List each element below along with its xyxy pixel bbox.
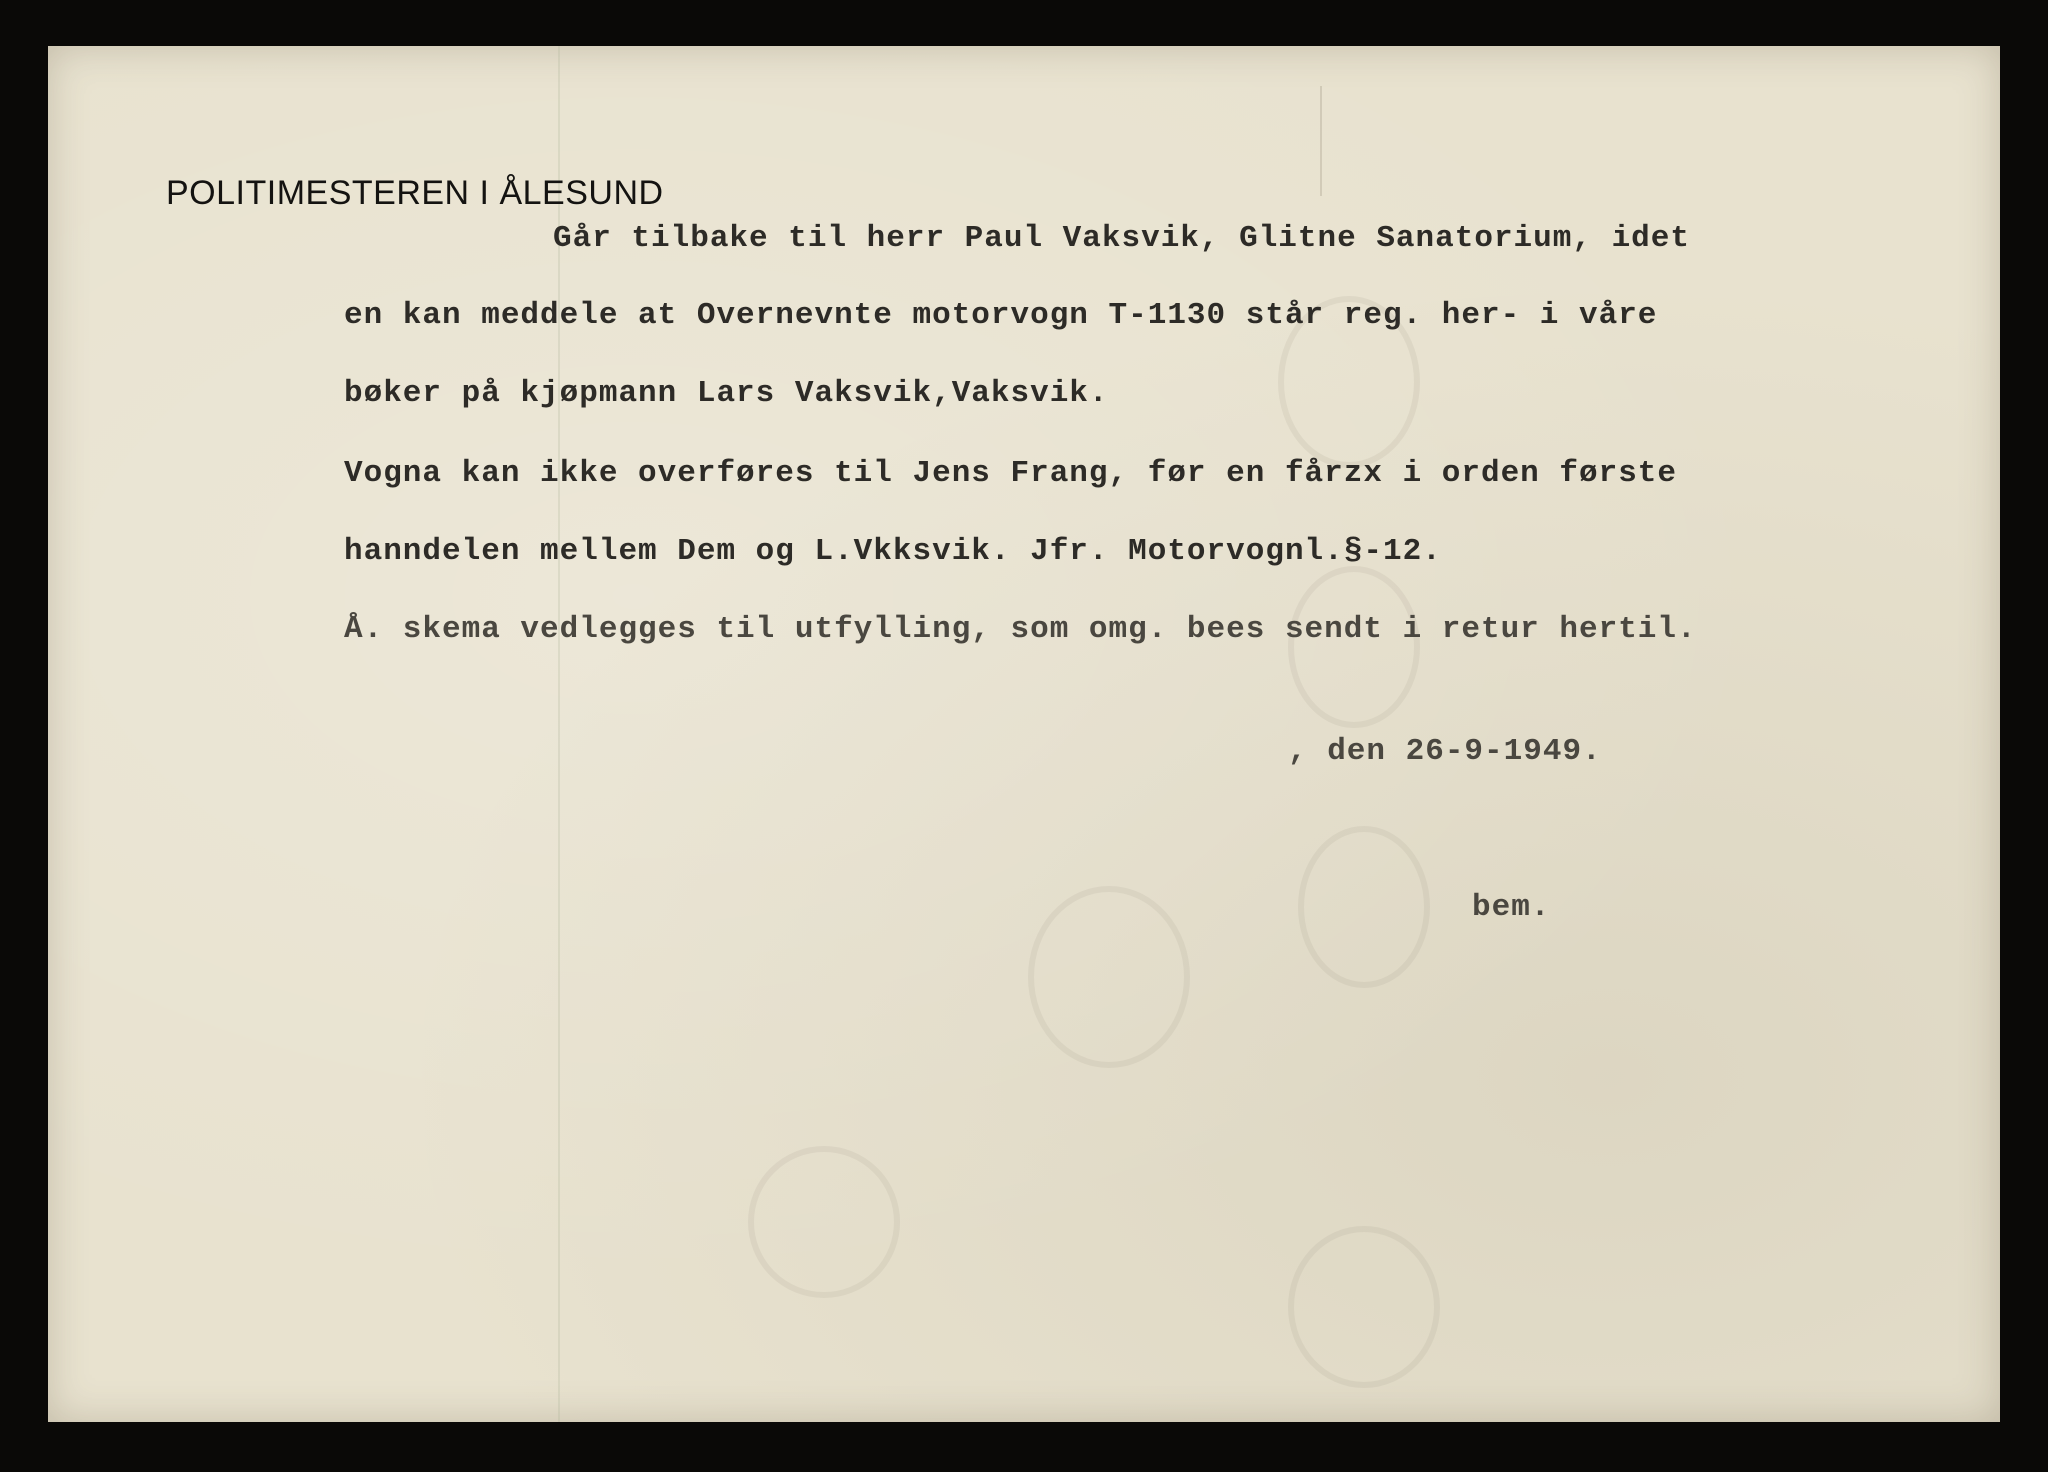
letterhead: POLITIMESTEREN I ÅLESUND xyxy=(166,174,664,212)
signature-initials: bem. xyxy=(1472,890,1551,925)
ink-bleed-mark xyxy=(748,1146,900,1298)
ink-bleed-mark xyxy=(1298,826,1430,988)
body-line-1: Går tilbake til herr Paul Vaksvik, Glitne Sanatorium, idet xyxy=(553,221,1690,256)
ink-bleed-mark xyxy=(1028,886,1190,1068)
body-line-3: bøker på kjøpmann Lars Vaksvik,Vaksvik. xyxy=(344,376,1109,411)
ink-bleed-mark xyxy=(1288,1226,1440,1388)
ink-bleed-mark xyxy=(1288,566,1420,728)
body-line-5: hanndelen mellem Dem og L.Vkksvik. Jfr. Motorvognl.§-12. xyxy=(344,534,1442,569)
paper-sheet xyxy=(48,46,2000,1422)
body-line-6: Å. skema vedlegges til utfylling, som omg. bees sendt i retur hertil. xyxy=(344,612,1697,647)
date-line: , den 26-9-1949. xyxy=(1288,734,1602,769)
body-line-4: Vogna kan ikke overføres til Jens Frang, før en fårzx i orden første xyxy=(344,456,1678,491)
body-line-2: en kan meddele at Overnevnte motorvogn T-1130 står reg. her- i våre xyxy=(344,298,1658,333)
fold-mark xyxy=(1296,86,1322,196)
